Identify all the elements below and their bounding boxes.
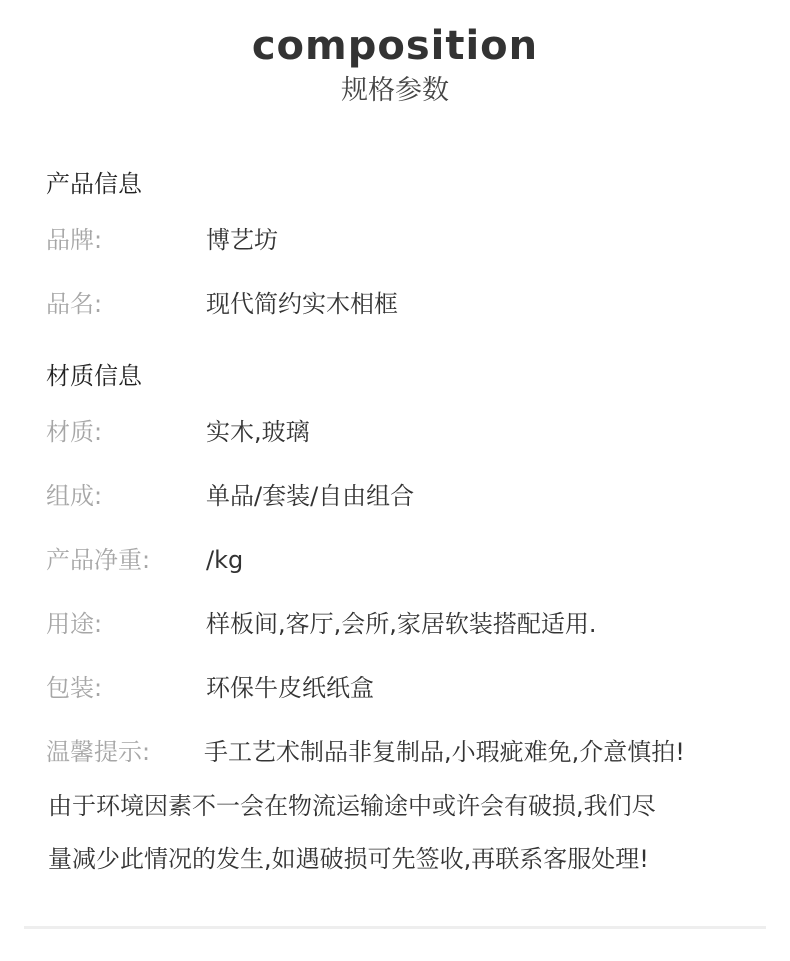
spec-label: 品名: — [46, 290, 103, 318]
spec-value: 实木,玻璃 — [206, 418, 310, 446]
spec-value: 单品/套装/自由组合 — [206, 482, 415, 510]
page-title-cn: 规格参数 — [341, 75, 449, 106]
spec-row-net-weight — [46, 540, 766, 580]
material-info-heading: 材质信息 — [46, 362, 142, 390]
tips-text-line-1: 手工艺术制品非复制品,小瑕疵难免,介意慎拍! — [204, 738, 685, 766]
tips-label: 温馨提示: — [46, 738, 151, 766]
spec-row-material — [46, 412, 766, 452]
spec-label: 包装: — [46, 674, 103, 702]
spec-label: 组成: — [46, 482, 103, 510]
spec-label: 材质: — [46, 418, 103, 446]
spec-row-tips — [46, 732, 766, 772]
spec-row-brand — [46, 220, 766, 260]
spec-value: 样板间,客厅,会所,家居软装搭配适用. — [206, 610, 597, 638]
tips-text-line-2: 由于环境因素不一会在物流运输途中或许会有破损,我们尽 — [48, 792, 656, 820]
spec-row-packaging — [46, 668, 766, 708]
spec-row-composition — [46, 476, 766, 516]
spec-label: 产品净重: — [46, 546, 151, 574]
product-info-heading: 产品信息 — [46, 170, 142, 198]
spec-label: 品牌: — [46, 226, 103, 254]
spec-value: 环保牛皮纸纸盒 — [206, 674, 374, 702]
spec-value: 现代简约实木相框 — [206, 290, 398, 318]
spec-row-product-name — [46, 284, 766, 324]
spec-row-usage — [46, 604, 766, 644]
spec-value: /kg — [206, 546, 244, 574]
spec-label: 用途: — [46, 610, 103, 638]
tips-text-line-3: 量减少此情况的发生,如遇破损可先签收,再联系客服处理! — [48, 845, 649, 873]
spec-value: 博艺坊 — [206, 226, 278, 254]
page-title-en: composition — [251, 23, 539, 69]
bottom-divider — [24, 926, 766, 929]
